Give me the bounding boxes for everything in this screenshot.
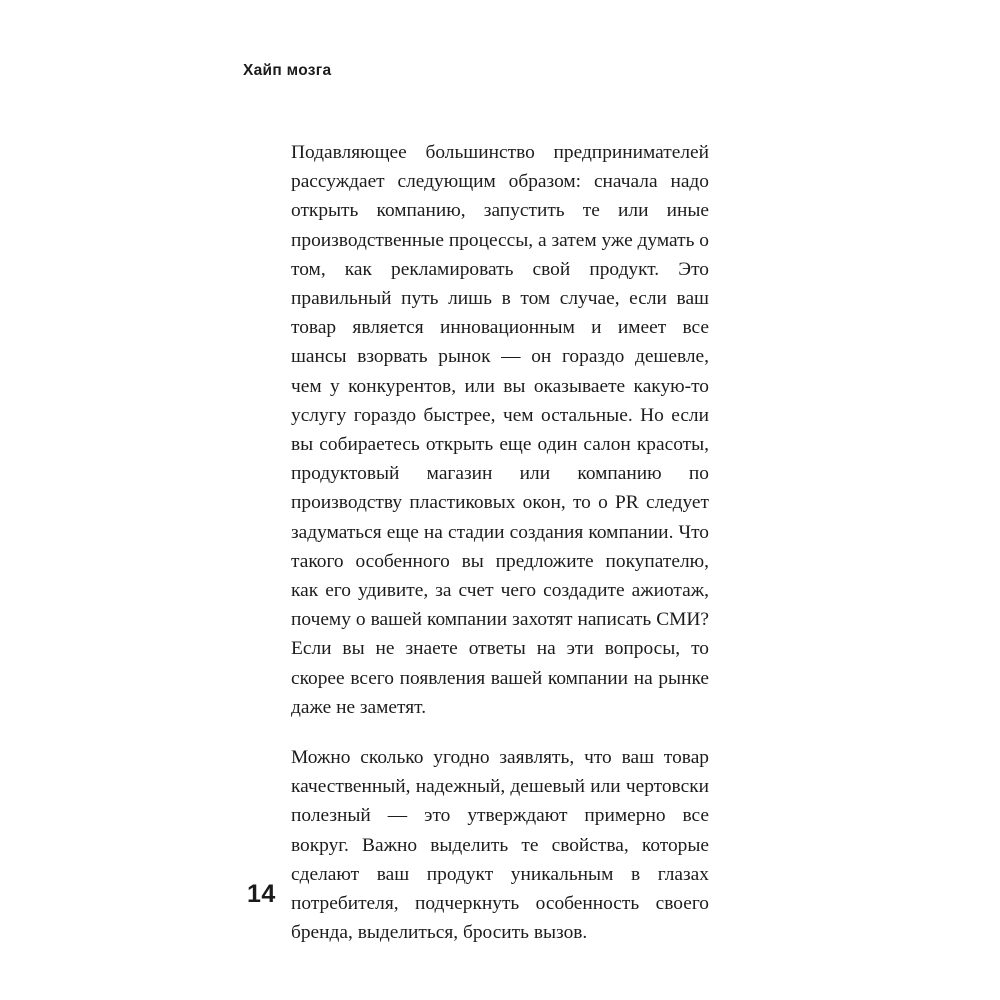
paragraph: Можно сколько угодно заявлять, что ваш товар качественный, надежный, дешевый или чертовски полезный — это утверждают примерно все вокруг. Важно выделить те свойства, которые сделают ваш продукт уникальным в глазах потребителя, подчеркнуть особенность своего бренда, выделиться, бросить вызов.	[291, 747, 709, 944]
paragraph: Подавляющее большинство предпринимателей рассуждает следующим образом: сначала надо открыть компанию, запустить те или иные производственные процессы, а затем уже думать о том, как рекламировать свой продукт. Это правильный путь лишь в том случае, если ваш товар является инновационным и имеет все шансы взорвать рынок — он гораздо дешевле, чем у конкурентов, или вы оказываете какую-то услугу гораздо быстрее, чем остальные. Но если вы собираетесь открыть еще один салон красоты, продуктовый магазин или компанию по производству пластиковых окон, то о PR следует задуматься еще на стадии создания компании. Что такого особенного вы предложите покупателю, как его удивите, за счет чего создадите ажиотаж, почему о вашей компании захотят написать СМИ? Если вы не знаете ответы на эти вопросы, то скорее всего появления вашей компании на рынке даже не заметят.	[291, 142, 709, 718]
page-number: 14	[247, 880, 276, 908]
body-text-column	[291, 138, 709, 947]
running-head: Хайп мозга	[243, 62, 332, 79]
